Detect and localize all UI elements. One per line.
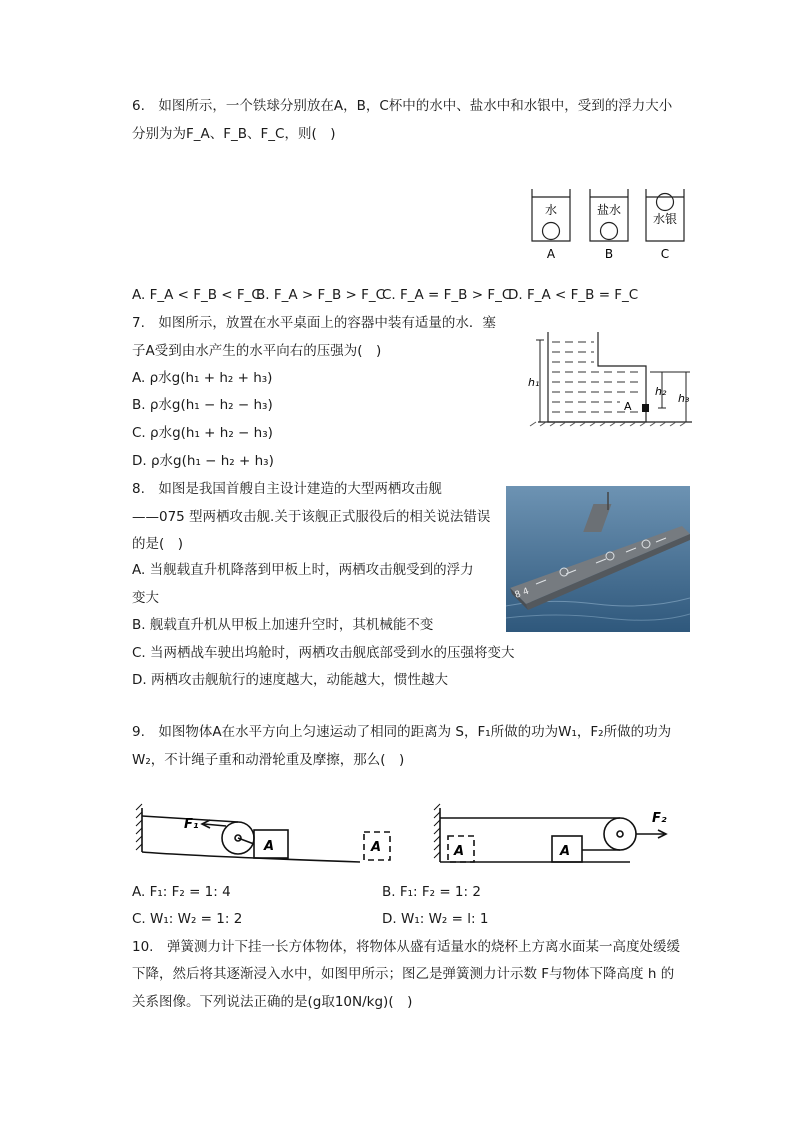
block-a-label-right: A (560, 844, 571, 859)
q7-stem-line1: 7. 如图所示，放置在水平桌面上的容器中装有适量的水．塞 (132, 315, 496, 331)
svg-text:8 4: 8 4 (513, 586, 531, 601)
amphibious-assault-ship-photo (506, 486, 690, 632)
q9-option-b[interactable]: B. F₁: F₂ = 1: 2 (382, 884, 481, 900)
q6-cups-figure (524, 183, 700, 265)
q8-option-a-line1[interactable]: A. 当舰载直升机降落到甲板上时，两栖攻击舰受到的浮力 (132, 562, 474, 578)
q8-option-d[interactable]: D. 两栖攻击舰航行的速度越大，动能越大，惯性越大 (132, 672, 448, 688)
cup-a-letter: A (546, 247, 556, 261)
q9-pulley-figure-left (130, 800, 400, 870)
q7-container-figure (520, 322, 696, 434)
q8-stem-line1: 8. 如图是我国首艘自主设计建造的大型两栖攻击舰 (132, 481, 442, 497)
q7-option-b[interactable]: B. ρ水g(h₁ − h₂ − h₃) (132, 397, 273, 413)
q10-stem-line1: 10. 弹簧测力计下挂一长方体物体，将物体从盛有适量水的烧杯上方离水面某一高度处缓缓 (132, 939, 680, 955)
plug-a-label: A (624, 400, 632, 413)
q9-stem-line1: 9. 如图物体A在水平方向上匀速运动了相同的距离为 S，F₁所做的功为W₁，F₂所做的功为 (132, 724, 672, 740)
q7-option-a[interactable]: A. ρ水g(h₁ + h₂ + h₃) (132, 370, 273, 386)
f1-label: F₁ (184, 817, 199, 832)
q8-option-c[interactable]: C. 当两栖战车驶出坞舱时，两栖攻击舰底部受到水的压强将变大 (132, 645, 515, 661)
q8-stem-line2: ——075 型两栖攻击舰.关于该舰正式服役后的相关说法错误 (132, 509, 491, 525)
h1-label: h₁ (528, 376, 540, 389)
q8-stem-line3: 的是( ) (132, 536, 184, 552)
q9-stem-line2: W₂，不计绳子重和动滑轮重及摩擦，那么( ) (132, 752, 405, 768)
q10-stem-line3: 关系图像。下列说法正确的是(g取10N/kg)( ) (132, 994, 413, 1010)
h3-label: h₃ (678, 392, 690, 405)
cup-c-letter: C (660, 247, 670, 261)
q6-option-b[interactable]: B. F_A > F_B > F_C (256, 287, 386, 303)
f2-label: F₂ (652, 811, 667, 826)
block-a-label-left: A (264, 839, 275, 854)
q8-option-b[interactable]: B. 舰载直升机从甲板上加速升空时，其机械能不变 (132, 617, 434, 633)
q8-option-a-line2: 变大 (132, 590, 159, 606)
h2-label: h₂ (655, 385, 667, 398)
q10-stem-line2: 下降，然后将其逐渐浸入水中，如图甲所示；图乙是弹簧测力计示数 F与物体下降高度 h 的 (132, 966, 675, 982)
cup-c-liquid-label: 水银 (652, 212, 678, 226)
q7-stem-line2: 子A受到由水产生的水平向右的压强为( ) (132, 343, 382, 359)
cup-b-liquid-label: 盐水 (596, 203, 622, 217)
q7-option-c[interactable]: C. ρ水g(h₁ + h₂ − h₃) (132, 425, 273, 441)
q9-pulley-figure-right (430, 800, 680, 870)
q9-option-d[interactable]: D. W₁: W₂ = l: 1 (382, 911, 489, 927)
q6-stem-line2: 分别为为F_A、F_B、F_C，则( ) (132, 126, 336, 142)
q9-option-a[interactable]: A. F₁: F₂ = 1: 4 (132, 884, 231, 900)
q6-stem-line1: 6. 如图所示，一个铁球分别放在A，B，C杯中的水中、盐水中和水银中，受到的浮力大小 (132, 98, 673, 114)
cup-a-liquid-label: 水 (544, 203, 558, 217)
q6-option-a[interactable]: A. F_A < F_B < F_C (132, 287, 261, 303)
q9-option-c[interactable]: C. W₁: W₂ = 1: 2 (132, 911, 243, 927)
block-a-ghost-label-right: A (454, 844, 465, 859)
q6-option-d[interactable]: D. F_A < F_B = F_C (508, 287, 639, 303)
block-a-ghost-label: A (371, 840, 382, 855)
q7-option-d[interactable]: D. ρ水g(h₁ − h₂ + h₃) (132, 453, 274, 469)
cup-b-letter: B (604, 247, 614, 261)
q6-option-c[interactable]: C. F_A = F_B > F_C (382, 287, 512, 303)
